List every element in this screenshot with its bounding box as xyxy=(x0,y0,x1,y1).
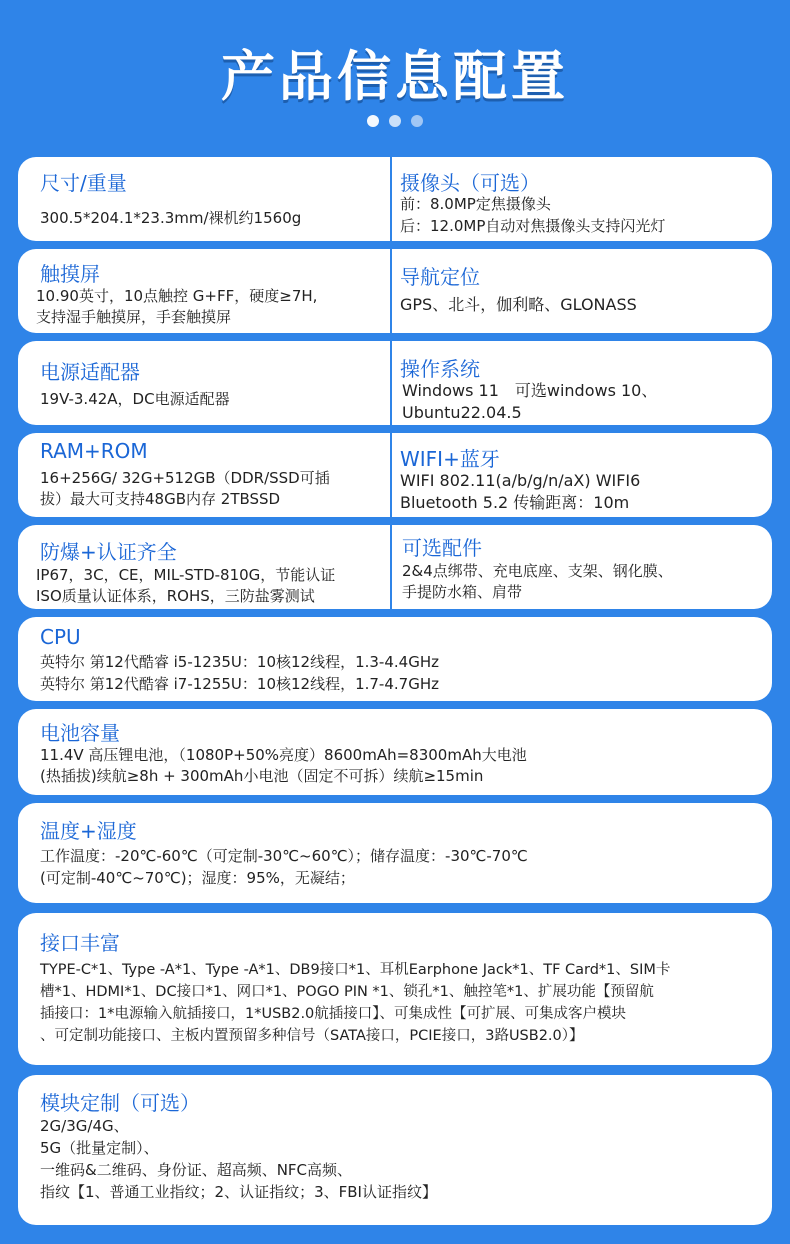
spec-wifi-bluetooth xyxy=(392,433,772,517)
spec-line: 一维码&二维码、身份证、超高频、NFC高频、 xyxy=(40,1161,353,1179)
spec-line: 后：12.0MP自动对焦摄像头支持闪光灯 xyxy=(400,217,666,235)
spec-line: 2G/3G/4G、 xyxy=(40,1117,129,1135)
spec-heading: 尺寸/重量 xyxy=(40,171,127,195)
spec-card-power-os xyxy=(18,341,772,425)
spec-line: TYPE-C*1、Type -A*1、Type -A*1、DB9接口*1、耳机Earphone Jack*1、TF Card*1、SIM卡 xyxy=(40,962,671,978)
spec-line: 、可定制功能接口、主板内置预留多种信号（SATA接口，PCIE接口，3路USB2.0）】 xyxy=(40,1028,584,1044)
spec-line: Bluetooth 5.2 传输距离：10m xyxy=(400,493,630,512)
spec-line: ISO质量认证体系，ROHS，三防盐雾测试 xyxy=(36,587,315,605)
dot-1[interactable] xyxy=(367,115,379,127)
spec-card-interfaces xyxy=(18,913,772,1065)
spec-heading: 操作系统 xyxy=(400,357,480,381)
spec-ram-rom xyxy=(18,433,392,517)
spec-line: WIFI 802.11(a/b/g/n/aX) WIFI6 xyxy=(400,471,641,490)
spec-heading: 导航定位 xyxy=(400,265,480,289)
spec-heading: 模块定制（可选） xyxy=(40,1091,200,1115)
spec-line: 10.90英寸，10点触控 G+FF，硬度≥7H, xyxy=(36,287,318,305)
spec-touchscreen xyxy=(18,249,392,333)
spec-line: 工作温度：-20℃-60℃（可定制-30℃~60℃）；储存温度：-30℃-70℃ xyxy=(40,847,528,865)
spec-line: 插接口：1*电源输入航插接口，1*USB2.0航插接口】、可集成性【可扩展、可集成客户模块 xyxy=(40,1006,627,1022)
spec-line: (可定制-40℃~70℃)；湿度：95%，无凝结； xyxy=(40,869,355,887)
spec-card-touch-nav xyxy=(18,249,772,333)
spec-heading: 电池容量 xyxy=(40,721,120,745)
spec-line: Ubuntu22.04.5 xyxy=(402,403,522,422)
spec-line: 英特尔 第12代酷睿 i5-1235U：10核12线程，1.3-4.4GHz xyxy=(40,653,439,671)
spec-line: Windows 11 可选windows 10、 xyxy=(402,381,658,400)
spec-heading: 防爆+认证齐全 xyxy=(40,540,177,564)
spec-line: GPS、北斗，伽利略、GLONASS xyxy=(400,295,637,314)
spec-line: 指纹【1、普通工业指纹；2、认证指纹；3、FBI认证指纹】 xyxy=(40,1183,437,1201)
spec-line: 英特尔 第12代酷睿 i7-1255U：10核12线程，1.7-4.7GHz xyxy=(40,675,439,693)
spec-card-memory-wireless xyxy=(18,433,772,517)
spec-camera xyxy=(392,157,772,241)
spec-line: 手提防水箱、肩带 xyxy=(402,583,523,601)
spec-line: 300.5*204.1*23.3mm/裸机约1560g xyxy=(40,209,302,227)
spec-card-certification-accessories xyxy=(18,525,772,609)
spec-os xyxy=(392,341,772,425)
spec-line: 5G（批量定制）、 xyxy=(40,1139,159,1157)
spec-heading: WIFI+蓝牙 xyxy=(400,447,500,471)
spec-navigation xyxy=(392,249,772,333)
spec-power-adapter xyxy=(18,341,392,425)
spec-line: 16+256G/ 32G+512GB（DDR/SSD可插 xyxy=(40,469,330,487)
spec-heading: 可选配件 xyxy=(402,536,482,560)
spec-line: IP67，3C，CE，MIL-STD-810G，节能认证 xyxy=(36,566,336,584)
spec-line: 支持湿手触摸屏，手套触摸屏 xyxy=(36,308,232,326)
spec-card-temperature xyxy=(18,803,772,903)
spec-line: 19V-3.42A，DC电源适配器 xyxy=(40,390,230,408)
spec-heading: 摄像头（可选） xyxy=(400,171,540,195)
dot-2[interactable] xyxy=(389,115,401,127)
spec-card-size-camera xyxy=(18,157,772,241)
spec-card-cpu xyxy=(18,617,772,701)
spec-heading: 温度+湿度 xyxy=(40,819,137,843)
spec-line: 槽*1、HDMI*1、DC接口*1、网口*1、POGO PIN *1、锁孔*1、触控笔*1、扩展功能【预留航 xyxy=(40,984,654,1000)
spec-heading: RAM+ROM xyxy=(40,439,148,463)
spec-heading: 触摸屏 xyxy=(40,262,100,286)
spec-line: (热插拔)续航≥8h + 300mAh小电池（固定不可拆）续航≥15min xyxy=(40,767,484,785)
spec-line: 拔）最大可支持48GB内存 2TBSSD xyxy=(40,490,281,508)
page-title: 产品信息配置 xyxy=(221,45,569,108)
spec-accessories xyxy=(392,525,772,609)
spec-certification xyxy=(18,525,392,609)
spec-line: 前：8.0MP定焦摄像头 xyxy=(400,195,551,213)
dot-3[interactable] xyxy=(411,115,423,127)
spec-size-weight xyxy=(18,157,392,241)
spec-line: 11.4V 高压锂电池，（1080P+50%亮度）8600mAh=8300mAh大电池 xyxy=(40,746,527,764)
carousel-dots xyxy=(0,112,790,131)
spec-line: 2&4点绑带、充电底座、支架、钢化膜、 xyxy=(402,562,673,580)
spec-heading: 接口丰富 xyxy=(40,931,120,955)
spec-heading: CPU xyxy=(40,625,81,649)
spec-heading: 电源适配器 xyxy=(40,360,140,384)
spec-card-modules xyxy=(18,1075,772,1225)
spec-card-battery xyxy=(18,709,772,795)
